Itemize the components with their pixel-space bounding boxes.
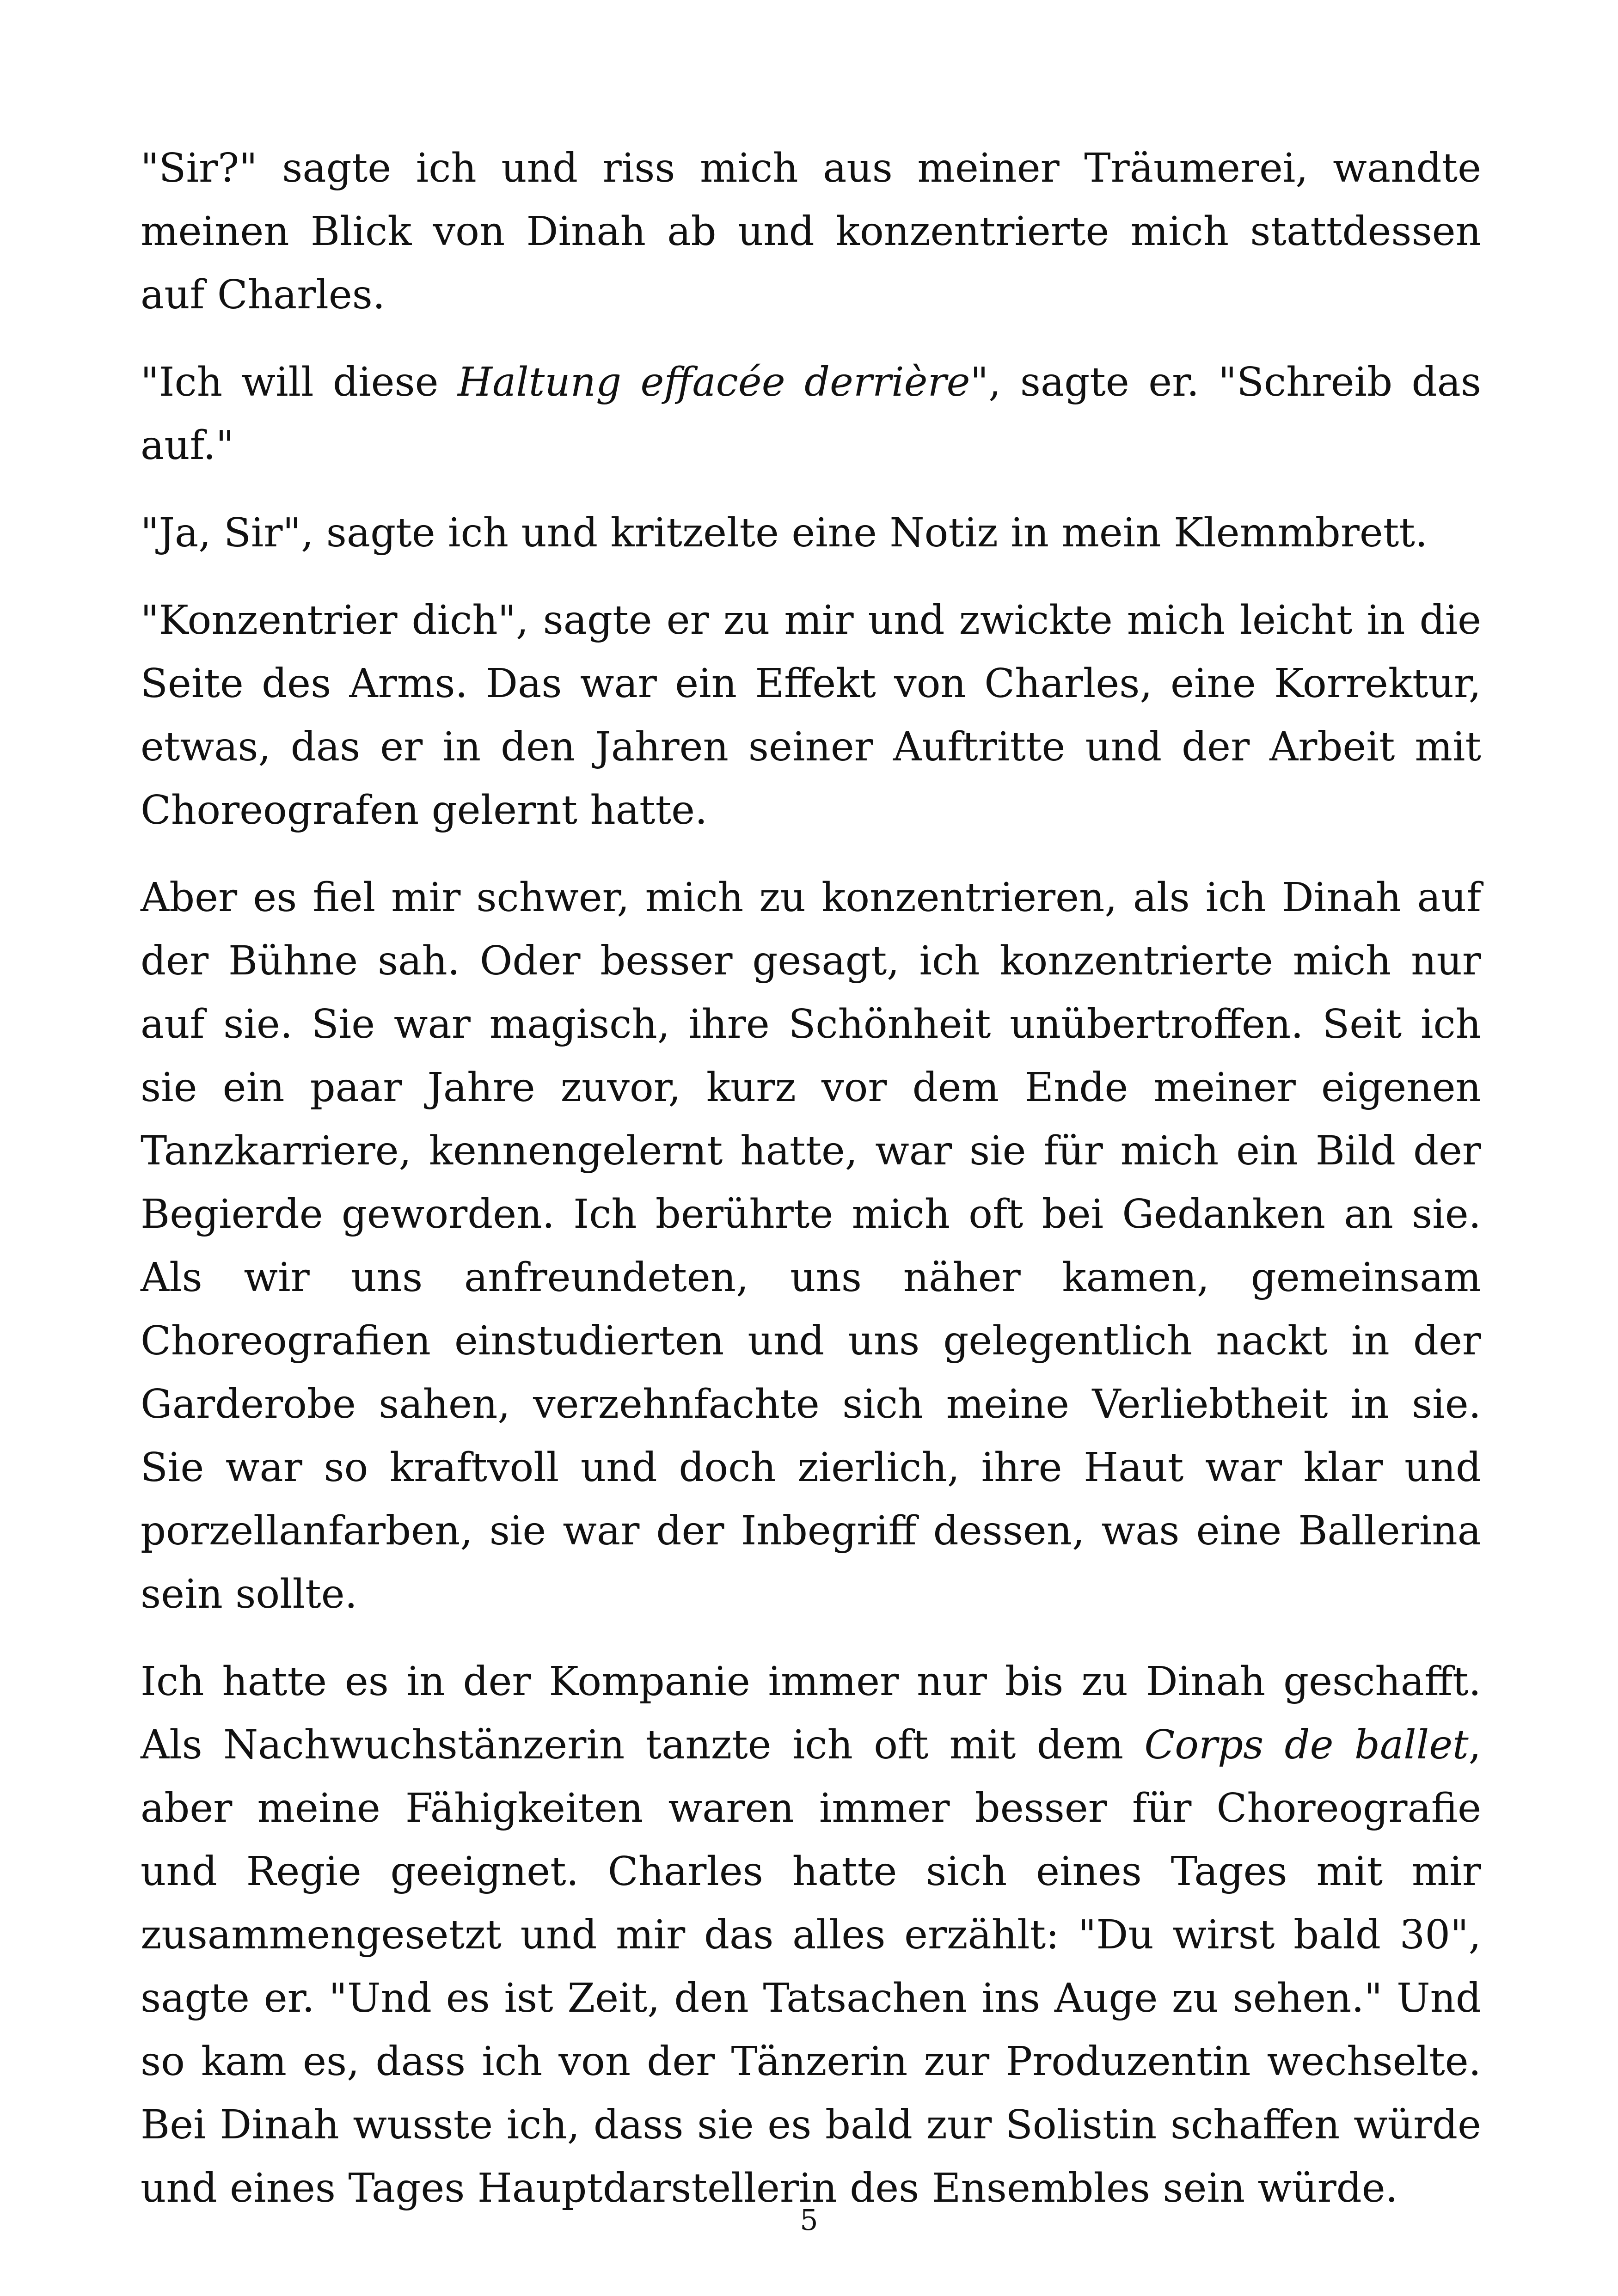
- paragraph-text: ", sagte er. "Schreib das auf.": [141, 359, 1481, 469]
- italic-term: Corps de ballet: [1144, 1722, 1469, 1768]
- paragraph-1: [141, 137, 1481, 327]
- paragraph-text: Ich hatte es in der Kompanie immer nur bis zu Dinah geschafft. Als Nachwuchstänzerin tanzte ich oft mit dem: [141, 1659, 1481, 1768]
- paragraph-2: [141, 351, 1481, 478]
- paragraph-text: "Ich will diese: [141, 359, 458, 405]
- page-number: 5: [800, 2203, 818, 2237]
- paragraph-text: , aber meine Fähigkeiten waren immer besser für Choreografie und Regie geeignet. Charles hatte sich eines Tages mit mir zusammengesetzt und mir das alles erzählt: "Du wirst bald 30", sagte er. "Und es ist Zeit, den Tatsachen ins Auge zu sehen." Und so kam es, dass ich von der Tänzerin zur Produzentin wechselte. Bei Dinah wusste ich, dass sie es bald zur Solistin schaffen würde und eines Tages Hauptdarstellerin des Ensembles sein würde.: [141, 1722, 1481, 2211]
- paragraph-3: [141, 502, 1481, 565]
- paragraph-6: [141, 1650, 1481, 2220]
- italic-term: Haltung effacée derrière: [457, 359, 970, 405]
- paragraph-4: [141, 589, 1481, 842]
- paragraph-text: "Konzentrier dich", sagte er zu mir und zwickte mich leicht in die Seite des Arms. Das war ein Effekt von Charles, eine Korrektur, etwas, das er in den Jahren seiner Auftritte und der Arbeit mit Choreografen gelernt hatte.: [141, 597, 1481, 833]
- paragraph-text: Aber es fiel mir schwer, mich zu konzentrieren, als ich Dinah auf der Bühne sah. Oder besser gesagt, ich konzentrierte mich nur auf sie. Sie war magisch, ihre Schönheit unübertroffen. Seit ich sie ein paar Jahre zuvor, kurz vor dem Ende meiner eigenen Tanzkarriere, kennengelernt hatte, war sie für mich ein Bild der Begierde geworden. Ich berührte mich oft bei Gedanken an sie. Als wir uns anfreundeten, uns näher kamen, gemeinsam Choreografien einstudierten und uns gelegentlich nackt in der Garderobe sahen, verzehnfachte sich meine Verliebtheit in sie. Sie war so kraftvoll und doch zierlich, ihre Haut war klar und porzellanfarben, sie war der Inbegriff dessen, was eine Ballerina sein sollte.: [141, 875, 1481, 1617]
- body-text: [141, 137, 1481, 2244]
- paragraph-text: "Ja, Sir", sagte ich und kritzelte eine Notiz in mein Klemmbrett.: [141, 510, 1428, 556]
- paragraph-5: [141, 866, 1481, 1626]
- paragraph-text: "Sir?" sagte ich und riss mich aus meiner Träumerei, wandte meinen Blick von Dinah ab und konzentrierte mich stattdessen auf Charles.: [141, 145, 1481, 318]
